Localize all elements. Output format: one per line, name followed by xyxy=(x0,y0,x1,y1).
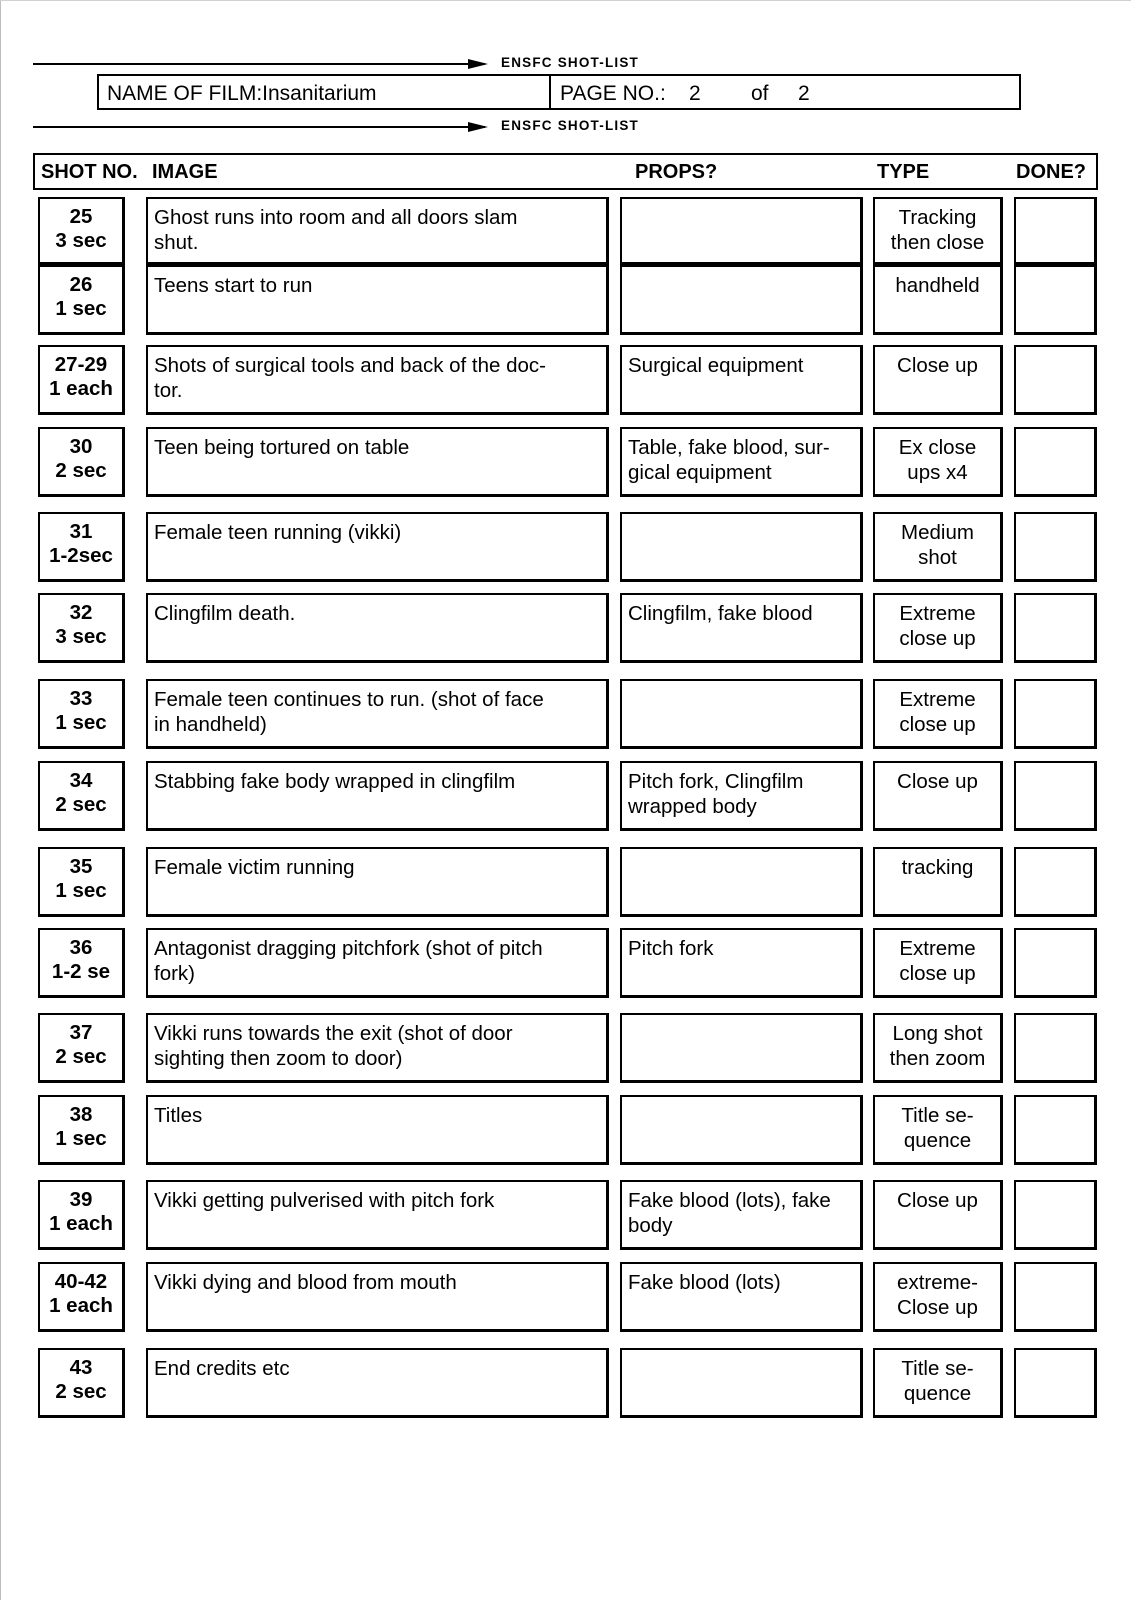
image-description-cell xyxy=(146,761,609,831)
image-description-line: Shots of surgical tools and back of the doc- xyxy=(154,354,547,377)
shot-number-line: 26 xyxy=(69,273,93,296)
shot-number-cell xyxy=(38,761,125,831)
shot-type-line: then close xyxy=(890,231,985,254)
props-cell xyxy=(620,593,863,663)
image-description-cell xyxy=(146,593,609,663)
shot-type-cell xyxy=(873,928,1003,998)
shot-type-cell xyxy=(873,345,1003,415)
shot-type-cell xyxy=(873,593,1003,663)
image-description-cell xyxy=(146,679,609,749)
shot-number-line: 1-2 se xyxy=(51,960,111,983)
props-cell xyxy=(620,761,863,831)
props-cell xyxy=(620,928,863,998)
props-line: body xyxy=(628,1214,673,1237)
column-header-row xyxy=(33,153,1098,190)
shot-type-line: Title se- xyxy=(901,1104,974,1127)
image-description-cell xyxy=(146,197,609,265)
shot-number-cell xyxy=(38,593,125,663)
shot-number-line: 1 each xyxy=(49,377,113,400)
done-checkbox[interactable] xyxy=(1014,928,1097,998)
shot-number-line: 40-42 xyxy=(54,1270,108,1293)
image-description-line: Ghost runs into room and all doors slam xyxy=(154,206,518,229)
page-no-label: PAGE NO.: xyxy=(560,82,666,105)
props-cell xyxy=(620,197,863,265)
done-checkbox[interactable] xyxy=(1014,593,1097,663)
shot-number-line: 2 sec xyxy=(55,459,107,482)
image-description-cell xyxy=(146,928,609,998)
shot-type-cell xyxy=(873,1180,1003,1250)
image-description-cell xyxy=(146,1180,609,1250)
shot-type-line: quence xyxy=(903,1129,972,1152)
image-description-cell xyxy=(146,1095,609,1165)
film-name: NAME OF FILM:Insanitarium xyxy=(107,82,377,105)
shot-type-cell xyxy=(873,1095,1003,1165)
image-description-line: Teen being tortured on table xyxy=(154,436,410,459)
shot-number-cell xyxy=(38,1348,125,1418)
shot-type-line: Close up xyxy=(897,1189,978,1212)
banner-top-arrow-icon xyxy=(468,59,488,69)
shot-number-line: 35 xyxy=(69,855,93,878)
shot-type-cell xyxy=(873,1348,1003,1418)
shot-type-line: Close up xyxy=(897,770,978,793)
col-image: IMAGE xyxy=(152,161,218,183)
shot-number-cell xyxy=(38,427,125,497)
props-cell xyxy=(620,1013,863,1083)
props-cell xyxy=(620,345,863,415)
col-props: PROPS? xyxy=(635,161,718,183)
banner-bottom-arrow-line xyxy=(33,126,485,128)
shot-number-line: 38 xyxy=(69,1103,93,1126)
page-of-label: of xyxy=(751,82,769,105)
shot-type-line: Long shot xyxy=(892,1022,983,1045)
done-checkbox[interactable] xyxy=(1014,197,1097,265)
image-description-line: Clingfilm death. xyxy=(154,602,296,625)
props-line: gical equipment xyxy=(628,461,772,484)
shot-type-line: Extreme xyxy=(899,937,976,960)
shot-number-line: 37 xyxy=(69,1021,93,1044)
image-description-line: Female victim running xyxy=(154,856,355,879)
done-checkbox[interactable] xyxy=(1014,345,1097,415)
props-line: Pitch fork, Clingfilm xyxy=(628,770,804,793)
props-line: Pitch fork xyxy=(628,937,714,960)
done-checkbox[interactable] xyxy=(1014,265,1097,335)
shot-number-line: 32 xyxy=(69,601,93,624)
done-checkbox[interactable] xyxy=(1014,679,1097,749)
shot-number-line: 1 sec xyxy=(55,879,107,902)
shot-type-line: close up xyxy=(899,713,976,736)
image-description-line: Female teen continues to run. (shot of face xyxy=(154,688,544,711)
shot-type-line: tracking xyxy=(901,856,974,879)
col-shot-no: SHOT NO. xyxy=(41,161,138,183)
props-cell xyxy=(620,1262,863,1332)
shot-type-line: Title se- xyxy=(901,1357,974,1380)
image-description-cell xyxy=(146,265,609,335)
shot-type-line: shot xyxy=(918,546,957,569)
props-cell xyxy=(620,679,863,749)
shot-type-line: Tracking xyxy=(898,206,977,229)
shot-number-cell xyxy=(38,512,125,582)
shot-type-cell xyxy=(873,761,1003,831)
shot-number-line: 2 sec xyxy=(55,1045,107,1068)
shot-number-line: 2 sec xyxy=(55,793,107,816)
shot-number-line: 39 xyxy=(69,1188,93,1211)
props-cell xyxy=(620,512,863,582)
image-description-cell xyxy=(146,1348,609,1418)
done-checkbox[interactable] xyxy=(1014,1013,1097,1083)
done-checkbox[interactable] xyxy=(1014,1348,1097,1418)
done-checkbox[interactable] xyxy=(1014,761,1097,831)
film-info-divider xyxy=(549,76,551,108)
image-description-line: Vikki getting pulverised with pitch fork xyxy=(154,1189,495,1212)
props-cell xyxy=(620,265,863,335)
image-description-line: Stabbing fake body wrapped in clingfilm xyxy=(154,770,516,793)
props-line: Fake blood (lots) xyxy=(628,1271,781,1294)
image-description-line: in handheld) xyxy=(154,713,267,736)
page-border-left xyxy=(0,0,1,1600)
image-description-line: tor. xyxy=(154,379,183,402)
image-description-cell xyxy=(146,847,609,917)
shot-type-cell xyxy=(873,847,1003,917)
shot-number-line: 1 sec xyxy=(55,297,107,320)
image-description-line: fork) xyxy=(154,962,195,985)
image-description-line: Titles xyxy=(154,1104,203,1127)
props-line: Surgical equipment xyxy=(628,354,804,377)
shot-number-line: 34 xyxy=(69,769,93,792)
banner-bottom-title: ENSFC SHOT-LIST xyxy=(501,118,640,133)
shot-number-line: 33 xyxy=(69,687,93,710)
shot-number-line: 36 xyxy=(69,936,93,959)
shot-number-cell xyxy=(38,679,125,749)
done-checkbox[interactable] xyxy=(1014,1262,1097,1332)
props-line: Clingfilm, fake blood xyxy=(628,602,813,625)
shot-type-line: ups x4 xyxy=(907,461,968,484)
shot-type-cell xyxy=(873,679,1003,749)
shot-number-line: 1 each xyxy=(49,1294,113,1317)
done-checkbox[interactable] xyxy=(1014,847,1097,917)
shot-type-line: extreme- xyxy=(897,1271,978,1294)
shot-number-line: 3 sec xyxy=(55,625,107,648)
props-cell xyxy=(620,1180,863,1250)
done-checkbox[interactable] xyxy=(1014,1095,1097,1165)
shot-type-cell xyxy=(873,512,1003,582)
props-cell xyxy=(620,1348,863,1418)
shot-type-line: Ex close xyxy=(898,436,977,459)
shot-type-line: close up xyxy=(899,962,976,985)
image-description-cell xyxy=(146,1013,609,1083)
image-description-cell xyxy=(146,1262,609,1332)
image-description-cell xyxy=(146,345,609,415)
shot-type-line: Extreme xyxy=(899,602,976,625)
shot-type-line: Medium xyxy=(901,521,974,544)
shot-type-cell xyxy=(873,1013,1003,1083)
done-checkbox[interactable] xyxy=(1014,1180,1097,1250)
props-line: wrapped body xyxy=(628,795,757,818)
page-number: 2 xyxy=(689,82,701,105)
shot-number-line: 1-2sec xyxy=(49,544,113,567)
banner-top-title: ENSFC SHOT-LIST xyxy=(501,55,640,70)
shot-number-cell xyxy=(38,847,125,917)
shot-number-line: 43 xyxy=(69,1356,93,1379)
image-description-line: shut. xyxy=(154,231,199,254)
image-description-line: Antagonist dragging pitchfork (shot of pitch xyxy=(154,937,543,960)
image-description-line: sighting then zoom to door) xyxy=(154,1047,403,1070)
shot-number-cell xyxy=(38,345,125,415)
shot-number-line: 31 xyxy=(69,520,93,543)
shot-type-line: handheld xyxy=(895,274,980,297)
props-cell xyxy=(620,847,863,917)
page-total: 2 xyxy=(798,82,810,105)
film-info-box xyxy=(97,74,1021,110)
shot-type-line: close up xyxy=(899,627,976,650)
shot-number-cell xyxy=(38,1013,125,1083)
props-line: Fake blood (lots), fake xyxy=(628,1189,831,1212)
shot-type-line: then zoom xyxy=(889,1047,986,1070)
shot-number-cell xyxy=(38,1262,125,1332)
shot-number-line: 27-29 xyxy=(54,353,108,376)
shot-number-cell xyxy=(38,265,125,335)
shot-type-cell xyxy=(873,427,1003,497)
shot-number-cell xyxy=(38,197,125,265)
col-done: DONE? xyxy=(1016,161,1086,183)
props-cell xyxy=(620,1095,863,1165)
shot-number-cell xyxy=(38,1095,125,1165)
page-border-top xyxy=(0,0,1131,1)
shot-number-cell xyxy=(38,1180,125,1250)
image-description-line: End credits etc xyxy=(154,1357,290,1380)
col-type: TYPE xyxy=(877,161,930,183)
shot-number-line: 1 each xyxy=(49,1212,113,1235)
done-checkbox[interactable] xyxy=(1014,427,1097,497)
image-description-line: Vikki runs towards the exit (shot of door xyxy=(154,1022,513,1045)
image-description-line: Vikki dying and blood from mouth xyxy=(154,1271,457,1294)
shot-type-line: Close up xyxy=(897,354,978,377)
shot-type-line: Close up xyxy=(897,1296,978,1319)
banner-top-arrow-line xyxy=(33,63,485,65)
shot-number-cell xyxy=(38,928,125,998)
shot-number-line: 2 sec xyxy=(55,1380,107,1403)
image-description-line: Teens start to run xyxy=(154,274,313,297)
shot-type-cell xyxy=(873,1262,1003,1332)
shot-type-cell xyxy=(873,265,1003,335)
shot-number-line: 30 xyxy=(69,435,93,458)
shot-number-line: 3 sec xyxy=(55,229,107,252)
banner-bottom-arrow-icon xyxy=(468,122,488,132)
shot-type-cell xyxy=(873,197,1003,265)
shot-number-line: 1 sec xyxy=(55,1127,107,1150)
shot-type-line: quence xyxy=(903,1382,972,1405)
image-description-line: Female teen running (vikki) xyxy=(154,521,402,544)
shot-number-line: 25 xyxy=(69,205,93,228)
shot-type-line: Extreme xyxy=(899,688,976,711)
props-cell xyxy=(620,427,863,497)
image-description-cell xyxy=(146,512,609,582)
props-line: Table, fake blood, sur- xyxy=(628,436,830,459)
shot-number-line: 1 sec xyxy=(55,711,107,734)
image-description-cell xyxy=(146,427,609,497)
done-checkbox[interactable] xyxy=(1014,512,1097,582)
